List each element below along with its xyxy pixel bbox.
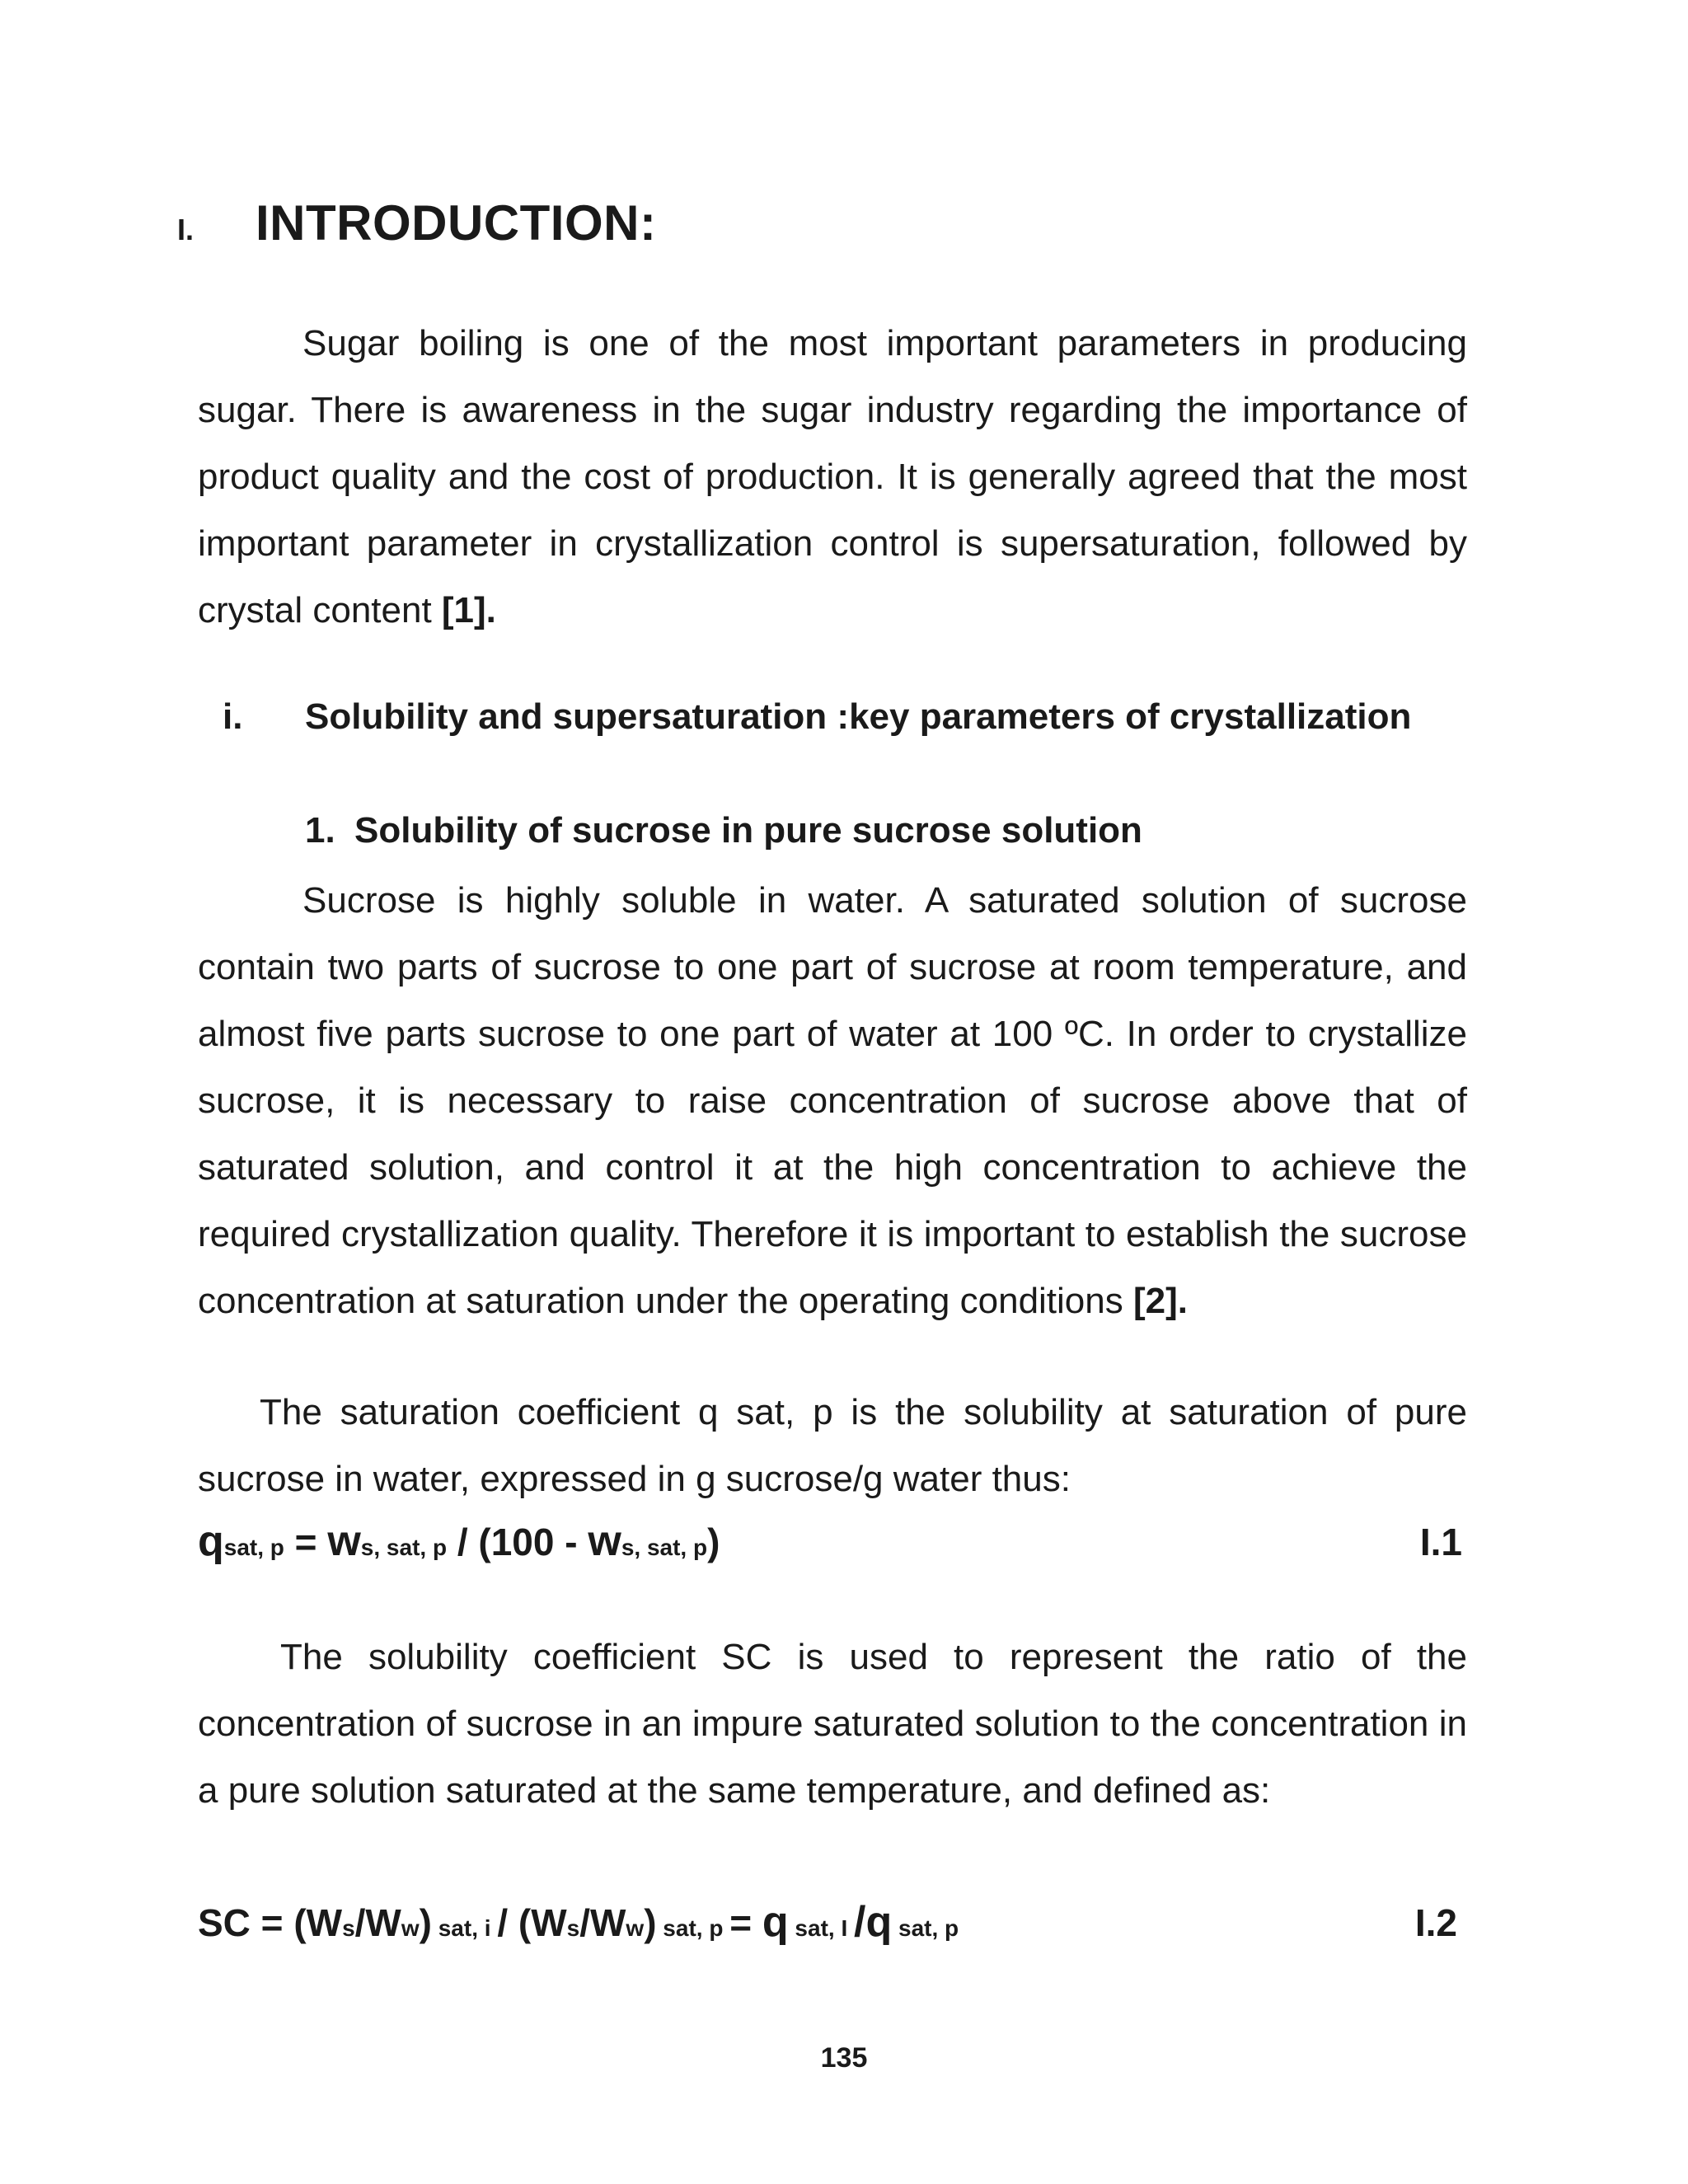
section-title: INTRODUCTION: xyxy=(256,195,657,251)
subsection-heading xyxy=(223,692,1411,742)
saturation-text: The saturation coefficient q sat, p is the solubility at saturation of pure sucrose in water, expressed in g sucrose/g water thus: xyxy=(198,1392,1467,1499)
equation-2 xyxy=(198,1897,1467,1953)
section-heading xyxy=(177,194,656,260)
solubility-citation: [2]. xyxy=(1132,1281,1188,1321)
equation-2-number: I.2 xyxy=(1414,1901,1457,1944)
subsection-number: i. xyxy=(223,696,243,737)
page-number: 135 xyxy=(820,2042,868,2074)
equation-1 xyxy=(198,1516,1467,1572)
sc-paragraph xyxy=(198,1624,1467,1824)
subsection-title: Solubility and supersaturation :key parameters of crystallization xyxy=(305,696,1412,737)
equation-1-expression: qsat, p = ws, sat, p / (100 - ws, sat, p) xyxy=(198,1517,720,1565)
section-number: I. xyxy=(177,213,195,246)
equation-1-number: I.1 xyxy=(1419,1521,1462,1563)
subsubsection-number: 1. xyxy=(305,810,335,851)
solubility-text: Sucrose is highly soluble in water. A saturated solution of sucrose contain two parts of sucrose to one part of sucrose at room temperature, and almost five parts sucrose to one part of water at 100 ºC. In order to crystallize sucrose, it is necessary to raise concentration of sucrose above that of saturated solution, and control it at the high concentration to achieve the required crystallization quality. Therefore it is important to establish the sucrose concentration at saturation under the operating conditions xyxy=(198,880,1467,1321)
saturation-paragraph xyxy=(198,1379,1467,1512)
intro-citation: [1]. xyxy=(441,590,496,630)
solubility-paragraph xyxy=(198,867,1467,1334)
intro-paragraph xyxy=(198,310,1467,644)
subsubsection-title: Solubility of sucrose in pure sucrose solution xyxy=(354,810,1142,851)
intro-text: Sugar boiling is one of the most important parameters in producing sugar. There is awareness in the sugar industry regarding the importance of product quality and the cost of production. It is generally agreed that the most important parameter in crystallization control is supersaturation, followed by crystal content xyxy=(198,323,1467,630)
subsubsection-heading xyxy=(305,806,1142,855)
equation-2-expression: SC = (Ws/Ww) sat, i / (Ws/Ww) sat, p = q sat, I /q sat, p xyxy=(198,1898,959,1946)
sc-text: The solubility coefficient SC is used to represent the ratio of the concentration of sucrose in an impure saturated solution to the concentration in a pure solution saturated at the same temperature, and defined as: xyxy=(198,1637,1467,1811)
